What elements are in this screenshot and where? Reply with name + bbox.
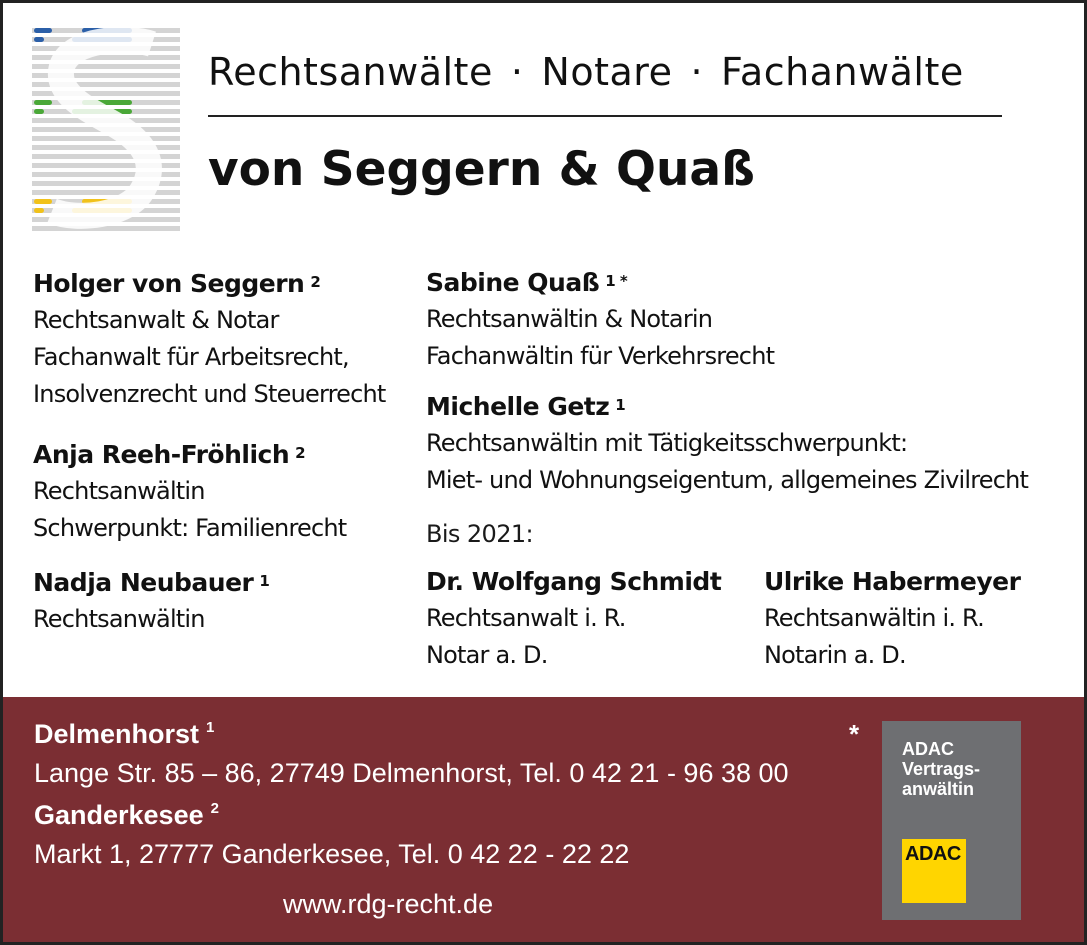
lawyer-title: Rechtsanwältin & Notarin — [426, 305, 713, 333]
logo-color-stripe — [34, 208, 44, 213]
lawyer-holger-von-seggern — [33, 266, 386, 413]
adac-badge-text: ADAC Vertrags- anwältin — [902, 739, 981, 799]
separator-2: · — [690, 50, 704, 94]
logo-color-stripe — [34, 37, 44, 42]
lawyer-name: Nadja Neubauer $^1$ — [33, 568, 270, 597]
lawyer-michelle-getz — [426, 389, 1028, 499]
lawyer-title: Rechtsanwältin — [33, 605, 205, 633]
logo-color-stripe — [34, 28, 52, 33]
logo-color-stripe — [34, 109, 44, 114]
footnote-star: * — [849, 719, 860, 749]
lawyer-specialty: Insolvenzrecht und Steuerrecht — [33, 380, 386, 408]
lawyer-anja-reeh-froehlich — [33, 437, 346, 547]
lawyer-title: Rechtsanwältin — [33, 477, 205, 505]
separator-1: · — [510, 50, 524, 94]
lawyer-specialty: Fachanwalt für Arbeitsrecht, — [33, 343, 349, 371]
lawyer-name: Sabine Quaß $^{1 *}$ — [426, 268, 628, 297]
adac-logo-icon: ADAC — [902, 839, 966, 903]
logo-stripe — [32, 226, 180, 231]
logo-stripe — [32, 145, 180, 150]
logo-color-stripe — [34, 100, 52, 105]
lawyer-name: Ulrike Habermeyer — [764, 567, 1021, 596]
footer-contact-bar — [3, 697, 1084, 942]
professions-heading — [208, 50, 964, 94]
office-address-ganderkesee: Markt 1, 27777 Ganderkesee, Tel. 0 42 22 - 22 22 — [34, 839, 630, 869]
lawyer-name: Anja Reeh-Fröhlich $^2$ — [33, 440, 306, 469]
firm-logo-icon — [32, 26, 182, 234]
adac-badge — [882, 721, 1021, 920]
logo-color-stripe — [34, 199, 52, 204]
lawyer-name: Holger von Seggern $^2$ — [33, 269, 321, 298]
lawyer-specialty: Fachanwältin für Verkehrsrecht — [426, 342, 775, 370]
lawyer-title: Rechtsanwältin i. R. — [764, 604, 984, 632]
lawyer-sabine-quass — [426, 265, 774, 375]
office-city-delmenhorst: Delmenhorst $^1$ — [34, 719, 215, 749]
lawyer-name: Dr. Wolfgang Schmidt — [426, 567, 722, 596]
former-partners-label: Bis 2021: — [426, 520, 534, 548]
profession-1: Rechtsanwälte — [208, 50, 493, 94]
office-address-delmenhorst: Lange Str. 85 – 86, 27749 Delmenhorst, Tel. 0 42 21 - 96 38 00 — [34, 758, 789, 788]
lawyer-title: Rechtsanwalt & Notar — [33, 306, 279, 334]
lawyer-name: Michelle Getz $^1$ — [426, 392, 626, 421]
website-link[interactable]: www.rdg-recht.de — [283, 889, 494, 919]
lawyer-title: Notar a. D. — [426, 641, 548, 669]
office-city-ganderkesee: Ganderkesee $^2$ — [34, 800, 219, 830]
lawyer-title: Rechtsanwältin mit Tätigkeitsschwerpunkt: — [426, 429, 908, 457]
former-ulrike-habermeyer — [764, 564, 1020, 674]
firm-name: von Seggern & Quaß — [208, 142, 755, 197]
profession-2: Notare — [541, 50, 673, 94]
lawyer-title: Rechtsanwalt i. R. — [426, 604, 626, 632]
former-wolfgang-schmidt — [426, 564, 721, 674]
lawyer-title: Notarin a. D. — [764, 641, 906, 669]
logo-stripe — [32, 136, 180, 141]
profession-3: Fachanwälte — [721, 50, 964, 94]
lawyer-specialty: Schwerpunkt: Familienrecht — [33, 514, 347, 542]
header-divider — [208, 115, 1002, 117]
lawyer-nadja-neubauer — [33, 565, 269, 638]
lawyer-specialty: Miet- und Wohnungseigentum, allgemeines Zivilrecht — [426, 466, 1029, 494]
logo-stripe — [32, 190, 180, 195]
